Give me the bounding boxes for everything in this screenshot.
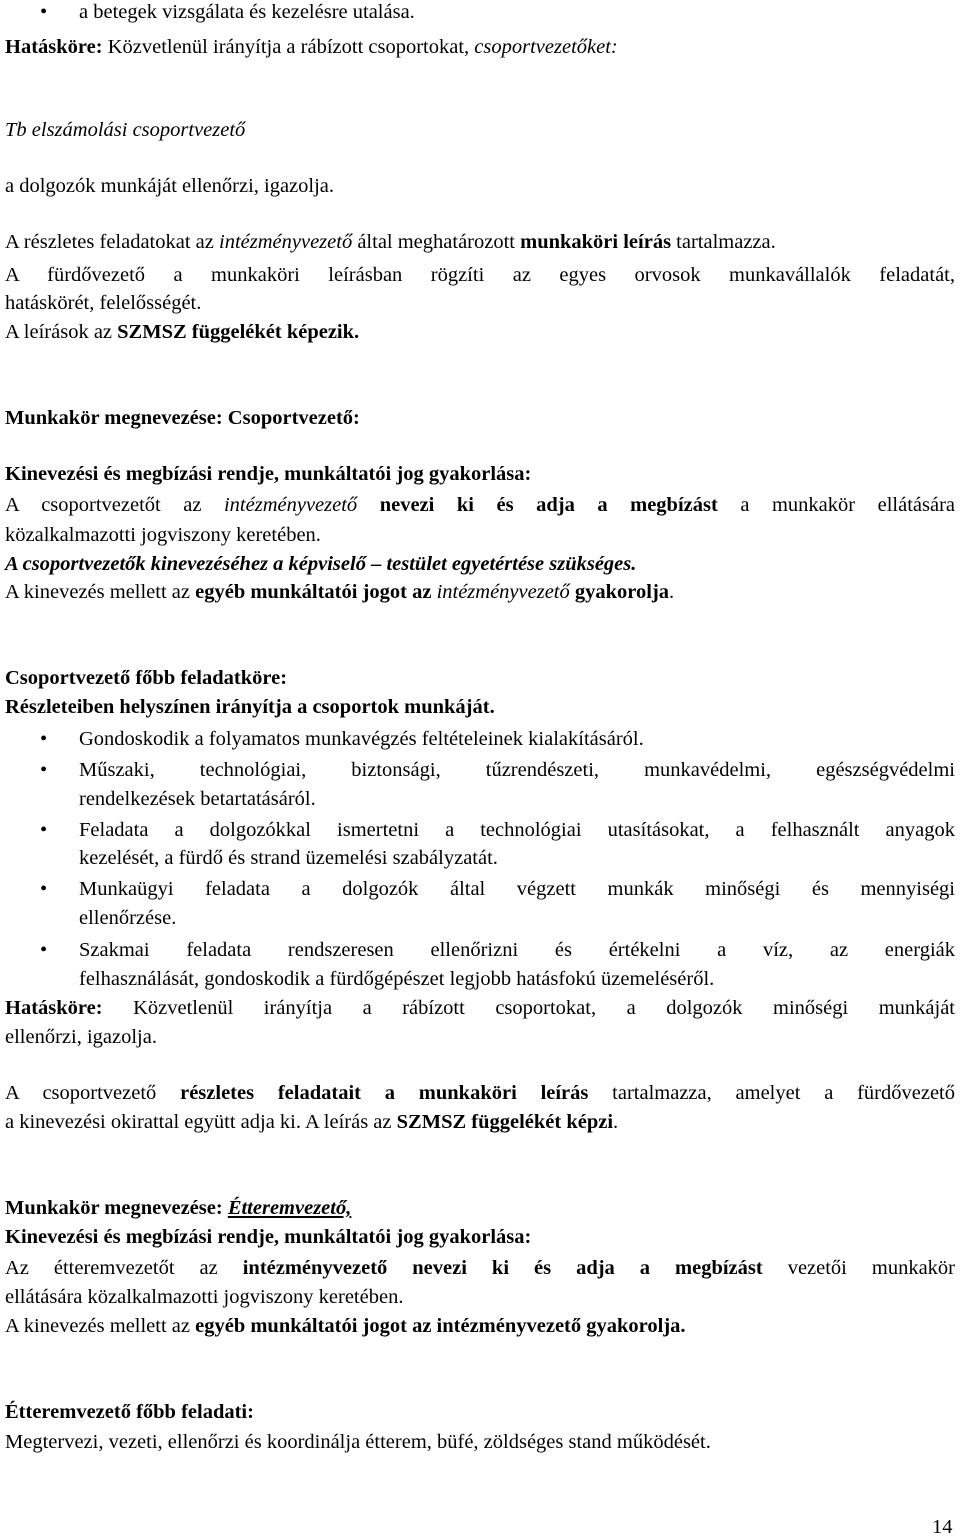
list-item: a betegek vizsgálata és kezelésre utalása. bbox=[79, 1, 415, 23]
paragraph-line: A részletes feladatokat az intézményvezető által meghatározott munkaköri leírás tartalmazza. bbox=[5, 231, 776, 253]
paragraph-line: A fürdővezető a munkaköri leírásban rögzíti az egyes orvosok munkavállalók feladatát, bbox=[5, 264, 955, 286]
subheading: Kinevezési és megbízási rendje, munkáltatói jog gyakorlása: bbox=[5, 1226, 532, 1248]
paragraph-line: Az étteremvezetőt az intézményvezető nevezi ki és adja a megbízást vezetői munkakör bbox=[5, 1257, 955, 1279]
paragraph-line: A csoportvezető részletes feladatait a munkaköri leírás tartalmazza, amelyet a fürdővezető bbox=[5, 1082, 955, 1104]
paragraph-line: Megtervezi, vezeti, ellenőrzi és koordinálja étterem, büfé, zöldséges stand működését. bbox=[5, 1431, 711, 1453]
section-heading: Étteremvezető főbb feladati: bbox=[5, 1401, 254, 1423]
bullet-marker: • bbox=[40, 878, 48, 900]
bullet-marker: • bbox=[40, 759, 48, 781]
paragraph-line: hatáskörét, felelősségét. bbox=[5, 292, 202, 314]
subheading: Kinevezési és megbízási rendje, munkáltatói jog gyakorlása: bbox=[5, 463, 532, 485]
page-number: 14 bbox=[932, 1516, 953, 1538]
paragraph-line: Hatásköre: Közvetlenül irányítja a rábízott csoportokat, a dolgozók minőségi munkáját bbox=[5, 997, 955, 1019]
section-heading: Munkakör megnevezése: Étteremvezető, bbox=[5, 1197, 352, 1219]
paragraph-line: Hatásköre: Közvetlenül irányítja a rábízott csoportokat, csoportvezetőket: bbox=[5, 36, 618, 58]
list-item: Feladata a dolgozókkal ismertetni a technológiai utasításokat, a felhasznált anyagok bbox=[79, 819, 955, 841]
paragraph-line: A kinevezés mellett az egyéb munkáltatói jogot az intézményvezető gyakorolja. bbox=[5, 1315, 686, 1337]
paragraph-line: közalkalmazotti jogviszony keretében. bbox=[5, 524, 321, 546]
paragraph-line: ellátására közalkalmazotti jogviszony keretében. bbox=[5, 1286, 404, 1308]
bullet-marker: • bbox=[40, 819, 48, 841]
list-item-continuation: rendelkezések betartatásáról. bbox=[79, 788, 316, 810]
list-item-continuation: ellenőrzése. bbox=[79, 907, 177, 929]
paragraph-line: A kinevezés mellett az egyéb munkáltatói jogot az intézményvezető gyakorolja. bbox=[5, 581, 675, 603]
paragraph-line: A leírások az SZMSZ függelékét képezik. bbox=[5, 321, 360, 343]
bullet-marker: • bbox=[40, 939, 48, 961]
paragraph-line: Tb elszámolási csoportvezető bbox=[5, 119, 246, 141]
list-item-continuation: felhasználását, gondoskodik a fürdőgépészet legjobb hatásfokú üzemeléséről. bbox=[79, 968, 715, 990]
paragraph-line: A csoportvezetők kinevezéséhez a képviselő – testület egyetértése szükséges. bbox=[5, 553, 637, 575]
paragraph-line: a dolgozók munkáját ellenőrzi, igazolja. bbox=[5, 175, 335, 197]
section-heading: Csoportvezető főbb feladatköre: bbox=[5, 667, 288, 689]
bullet-marker: • bbox=[40, 1, 48, 23]
list-item: Szakmai feladata rendszeresen ellenőrizni és értékelni a víz, az energiák bbox=[79, 939, 955, 961]
section-heading: Munkakör megnevezése: Csoportvezető: bbox=[5, 407, 360, 429]
paragraph-line: a kinevezési okirattal együtt adja ki. A leírás az SZMSZ függelékét képzi. bbox=[5, 1111, 619, 1133]
list-item: Munkaügyi feladata a dolgozók által végzett munkák minőségi és mennyiségi bbox=[79, 878, 955, 900]
subheading: Részleteiben helyszínen irányítja a csoportok munkáját. bbox=[5, 696, 495, 718]
list-item: Gondoskodik a folyamatos munkavégzés feltételeinek kialakításáról. bbox=[79, 728, 644, 750]
list-item-continuation: kezelését, a fürdő és strand üzemelési szabályzatát. bbox=[79, 847, 498, 869]
paragraph-line: ellenőrzi, igazolja. bbox=[5, 1026, 157, 1048]
list-item: Műszaki, technológiai, biztonsági, tűzrendészeti, munkavédelmi, egészségvédelmi bbox=[79, 759, 955, 781]
bullet-marker: • bbox=[40, 728, 48, 750]
paragraph-line: A csoportvezetőt az intézményvezető nevezi ki és adja a megbízást a munkakör ellátására bbox=[5, 494, 955, 516]
